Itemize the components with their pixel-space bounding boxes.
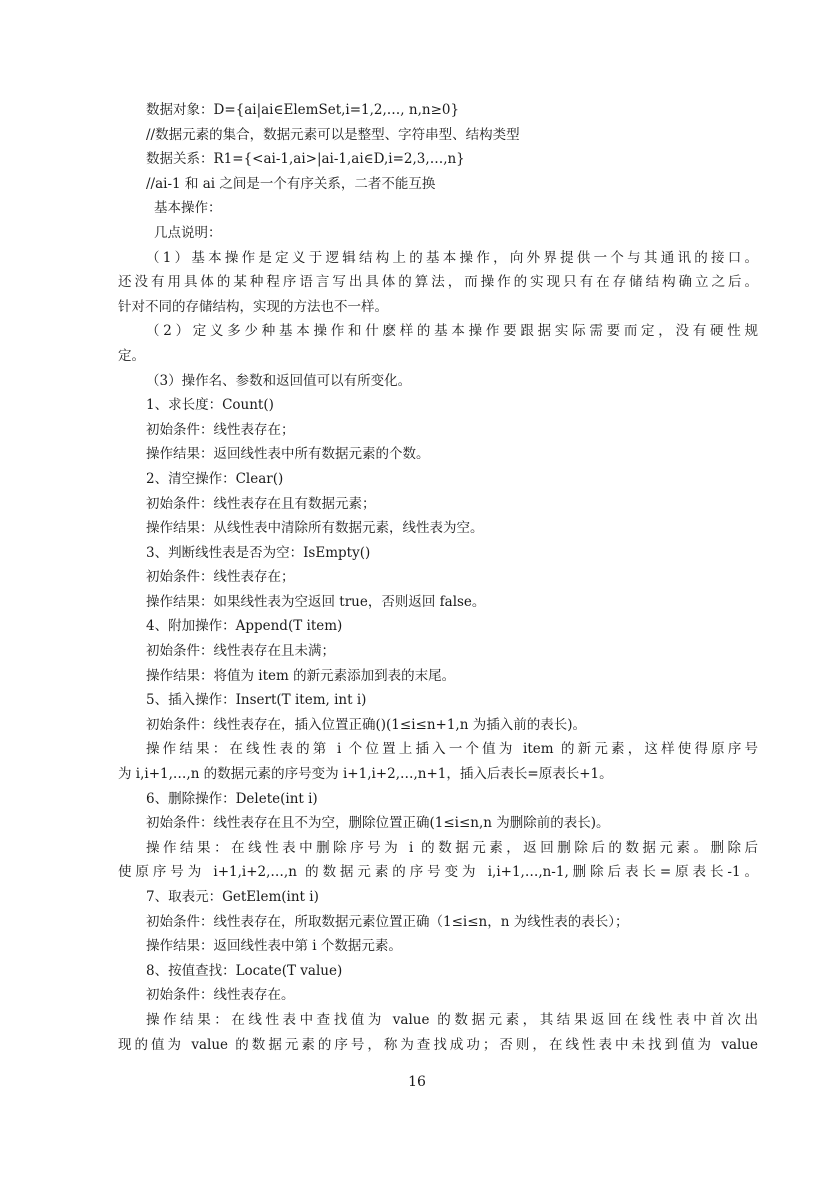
text-line: 定。 [118,347,145,364]
page-number: 16 [408,1074,426,1090]
text-line: 2、清空操作：Clear() [146,470,284,487]
text-line: 操作结果：在线性表中删除序号为 i 的数据元素，返回删除后的数据元素。删除后 [146,839,758,856]
text-line: 6、删除操作：Delete(int i) [146,790,318,807]
text-line: 初始条件：线性表存在； [146,569,295,586]
text-line: 初始条件：线性表存在，所取数据元素位置正确（1≤i≤n，n 为线性表的表长）； [146,913,629,930]
text-line: //数据元素的集合，数据元素可以是整型、字符串型、结构类型 [146,126,520,143]
text-line: 5、插入操作：Insert(T item, int i) [146,692,367,709]
text-line: 针对不同的存储结构，实现的方法也不一样。 [118,298,388,315]
text-line: 操作结果：如果线性表为空返回 true，否则返回 false。 [146,593,486,610]
text-line: 操作结果：在线性表的第 i 个位置上插入一个值为 item 的新元素，这样使得原序号 [146,741,758,758]
text-line: 使原序号为 i+1,i+2,…,n 的数据元素的序号变为 i,i+1,…,n-1,删除后表长=原表长-1。 [118,864,758,881]
text-line: 为 i,i+1,…,n 的数据元素的序号变为 i+1,i+2,…,n+1，插入后表长=原表长+1。 [118,766,613,783]
text-line: 操作结果：在线性表中查找值为 value 的数据元素，其结果返回在线性表中首次出 [146,1011,758,1028]
text-line: （3）操作名、参数和返回值可以有所变化。 [146,372,412,389]
text-line: 操作结果：返回线性表中第 i 个数据元素。 [146,938,402,955]
text-line: 8、按值查找：Locate(T value) [146,962,343,979]
text-line: 操作结果：从线性表中清除所有数据元素，线性表为空。 [146,520,484,537]
text-line: 操作结果：将值为 item 的新元素添加到表的末尾。 [146,667,456,684]
text-line: 初始条件：线性表存在； [146,421,295,438]
text-line: 操作结果：返回线性表中所有数据元素的个数。 [146,446,430,463]
text-line: 初始条件：线性表存在且不为空，删除位置正确(1≤i≤n,n 为删除前的表长)。 [146,815,610,832]
text-line: （2）定义多少种基本操作和什麽样的基本操作要跟据实际需要而定，没有硬性规 [146,323,758,340]
text-line: 数据对象：D={ai|ai∈ElemSet,i=1,2,…, n,n≥0} [146,102,460,118]
text-line: 3、判断线性表是否为空：IsEmpty() [146,544,371,561]
text-line: 几点说明： [154,224,222,241]
text-line: 基本操作： [154,200,222,217]
text-line: 数据关系：R1={<ai-1,ai>|ai-1,ai∈D,i=2,3,…,n} [146,151,465,168]
body-text [118,98,758,1057]
text-line: 7、取表元：GetElem(int i) [146,889,319,905]
text-line: 初始条件：线性表存在且有数据元素； [146,495,376,512]
text-line: 初始条件：线性表存在，插入位置正确()(1≤i≤n+1,n 为插入前的表长)。 [146,716,586,733]
text-line: 还没有用具体的某种程序语言写出具体的算法，而操作的实现只有在存储结构确立之后。 [118,274,758,291]
text-line: 现的值为 value 的数据元素的序号，称为查找成功；否则，在线性表中未找到值为 value [118,1036,758,1053]
text-line: 初始条件：线性表存在。 [146,987,295,1004]
text-line: （1）基本操作是定义于逻辑结构上的基本操作，向外界提供一个与其通讯的接口。 [146,249,758,266]
text-line: 4、附加操作：Append(T item) [146,618,343,635]
text-line: 1、求长度：Count() [146,397,274,414]
text-line: //ai-1 和 ai 之间是一个有序关系，二者不能互换 [146,175,436,192]
text-line: 初始条件：线性表存在且未满； [146,643,335,660]
